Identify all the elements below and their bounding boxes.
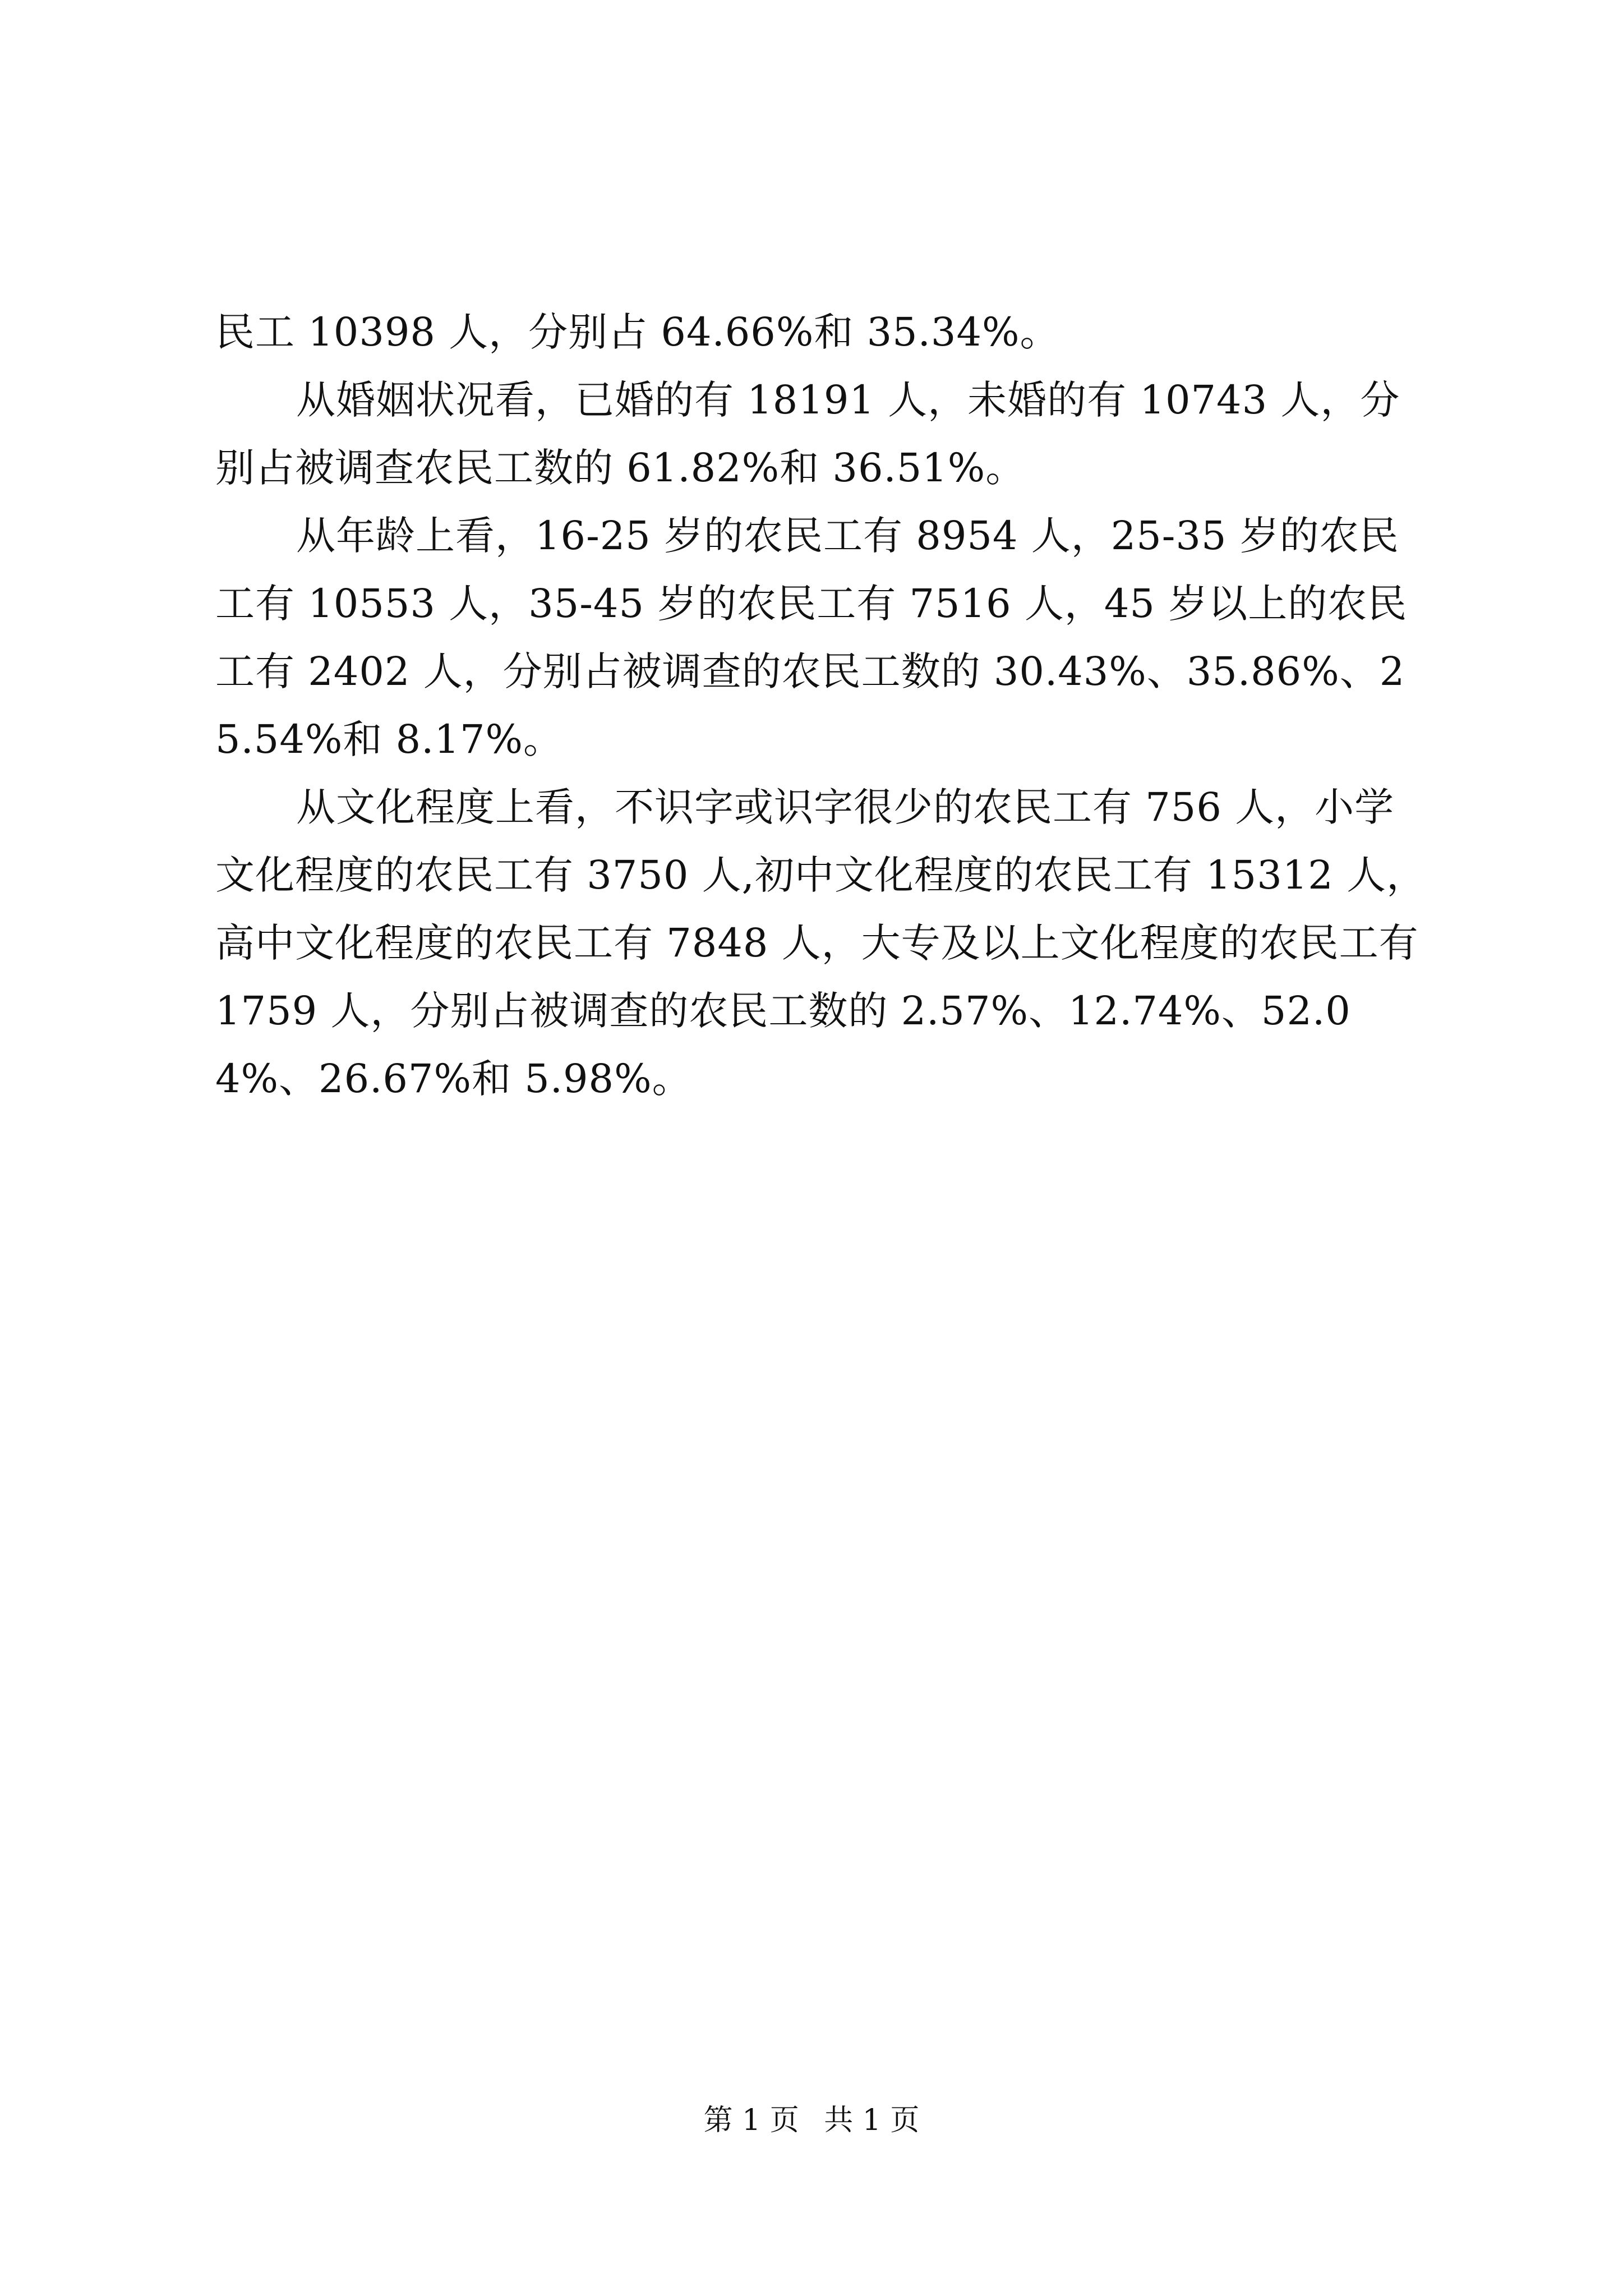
paragraph-age: 从年龄上看，16-25 岁的农民工有 8954 人，25-35 岁的农民工有 10553 人，35-45 岁的农民工有 7516 人，45 岁以上的农民工有 2402 人，分别占被调查的农民工数的 30.43%、35.86%、25.54%和 8.17%。 — [215, 513, 1408, 762]
paragraph-education: 从文化程度上看，不识字或识字很少的农民工有 756 人，小学文化程度的农民工有 3750 人,初中文化程度的农民工有 15312 人，高中文化程度的农民工有 7848 人，大专及以上文化程度的农民工有 1759 人，分别占被调查的农民工数的 2.57%、12.74%、52.04%、26.67%和 5.98%。 — [215, 784, 1427, 1102]
paragraph-marital-status: 从婚姻状况看，已婚的有 18191 人，未婚的有 10743 人，分别占被调查农民工数的 61.82%和 36.51%。 — [215, 377, 1400, 491]
page-footer — [0, 2101, 1623, 2140]
paragraph-continuation: 民工 10398 人，分别占 64.66%和 35.34%。 — [215, 309, 1060, 355]
page-number-total: 共 1 页 — [824, 2104, 920, 2137]
document-body — [215, 298, 1427, 1113]
page-number-current: 第 1 页 — [703, 2104, 799, 2137]
